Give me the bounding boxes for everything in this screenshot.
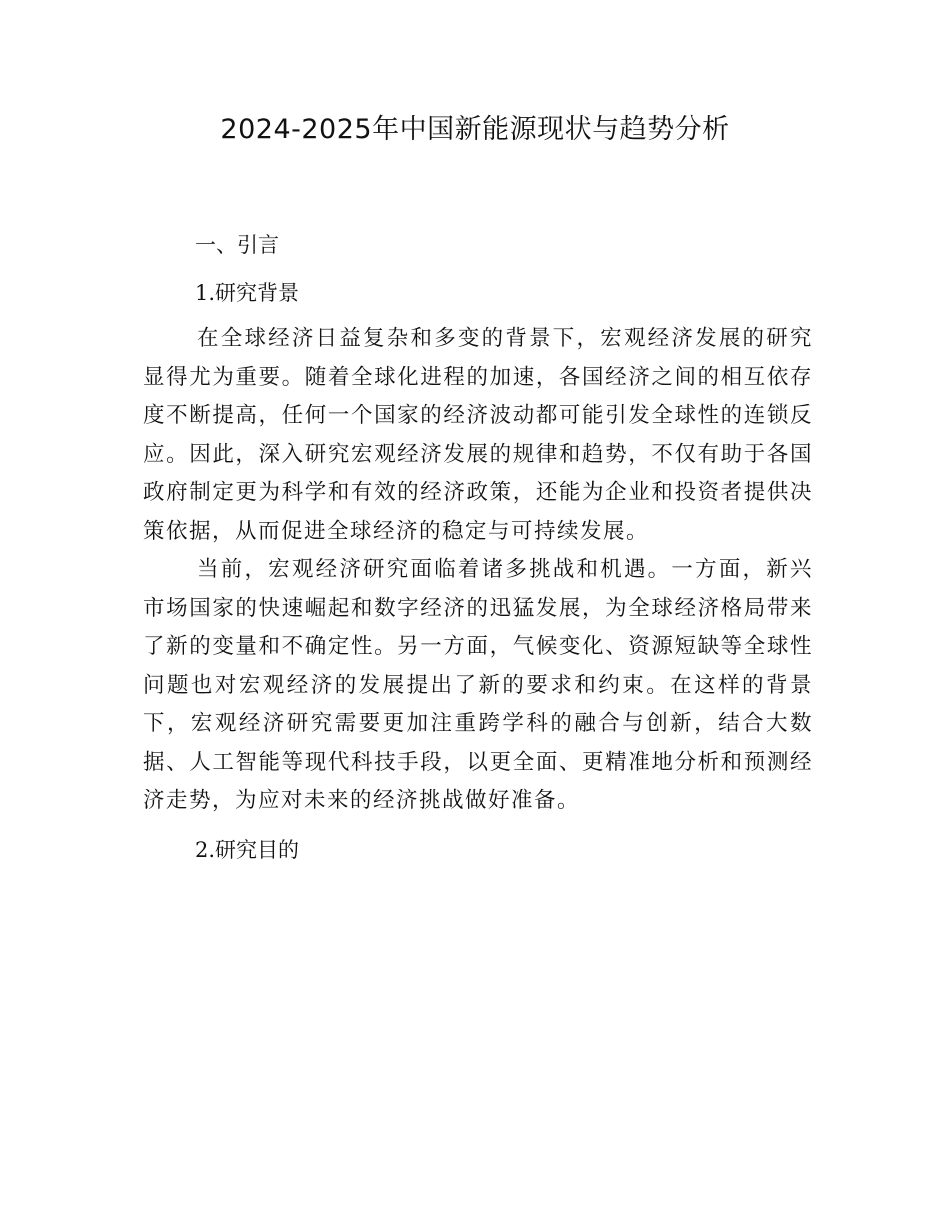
- section-heading-introduction: 一、引言: [195, 233, 279, 257]
- body-paragraph: 在全球经济日益复杂和多变的背景下，宏观经济发展的研究显得尤为重要。随着全球化进程的加速，各国经济之间的相互依存度不断提高，任何一个国家的经济波动都可能引发全球性的连锁反应。因此，深入研究宏观经济发展的规律和趋势，不仅有助于各国政府制定更为科学和有效的经济政策，还能为企业和投资者提供决策依据，从而促进全球经济的稳定与可持续发展。: [143, 326, 813, 544]
- document-body: [143, 226, 813, 869]
- document-title: 2024-2025年中国新能源现状与趋势分析: [220, 114, 730, 145]
- subsection-heading-background: 1.研究背景: [195, 281, 300, 305]
- body-paragraph: 当前，宏观经济研究面临着诸多挑战和机遇。一方面，新兴市场国家的快速崛起和数字经济的迅猛发展，为全球经济格局带来了新的变量和不确定性。另一方面，气候变化、资源短缺等全球性问题也对宏观经济的发展提出了新的要求和约束。在这样的背景下，宏观经济研究需要更加注重跨学科的融合与创新，结合大数据、人工智能等现代科技手段，以更全面、更精准地分析和预测经济走势，为应对未来的经济挑战做好准备。: [143, 557, 813, 813]
- subsection-heading-purpose: 2.研究目的: [195, 837, 300, 862]
